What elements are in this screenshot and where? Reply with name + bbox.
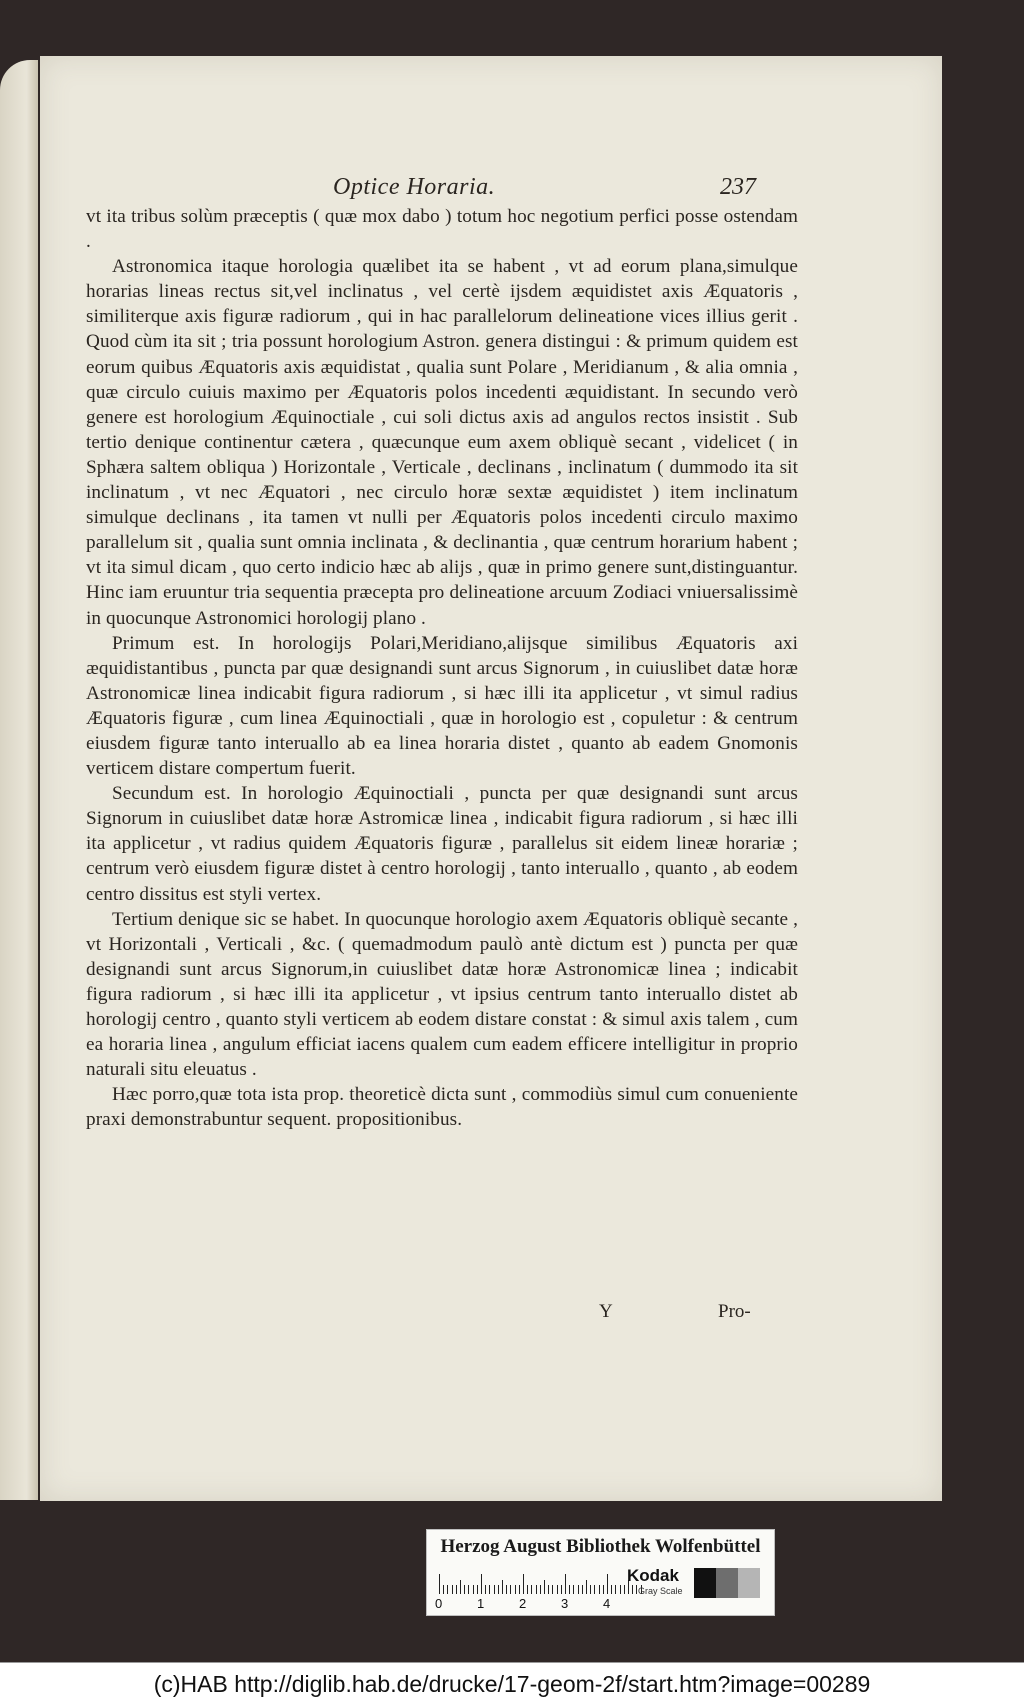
ruler-tick [456, 1585, 457, 1594]
ruler-tick [632, 1585, 633, 1594]
ruler-tick [557, 1585, 558, 1594]
ruler-number: 4 [603, 1596, 611, 1611]
ruler-tick [573, 1585, 574, 1594]
ruler-tick [443, 1585, 444, 1594]
ruler-tick [519, 1585, 520, 1594]
ruler-tick [624, 1585, 625, 1594]
ruler-tick [473, 1585, 474, 1594]
paragraph-continuation: vt ita tribus solùm præceptis ( quæ mox dabo ) totum hoc negotium perfici posse ostendam . [86, 206, 798, 253]
paragraph-haec-porro: Hæc porro,quæ tota ista prop. theoreticè dicta sunt , commodiùs simul cum conueniente praxi demonstrabuntur sequent. propositionibus. [86, 1084, 798, 1131]
signature-mark: Y [599, 1301, 613, 1322]
previous-page-edge [0, 60, 38, 1500]
ruler-tick [544, 1580, 545, 1594]
running-head [86, 174, 798, 204]
ruler-tick [477, 1585, 478, 1594]
ruler-tick [468, 1585, 469, 1594]
ruler-tick [569, 1585, 570, 1594]
paragraph-primum: Primum est. In horologijs Polari,Meridiano,alijsque similibus Æquatoris axi æquidistantibus , puncta par quæ designandi sunt arcus Signorum , in cuiuslibet datæ horæ Astronomicæ linea indicabit figura radiorum , si hæc illi ita applicetur , vt simul radius Æquatoris figuræ , cum linea Æquinoctiali , quæ in horologio est , copuletur : & centrum eiusdem figuræ tanto interuallo ab ea linea horaria distet , quanto ab eadem Gnomonis verticem distare compertum fuerit. [86, 632, 798, 780]
ruler-tick [599, 1585, 600, 1594]
ruler-tick [502, 1580, 503, 1594]
color-calibration-card [426, 1529, 775, 1616]
paragraph-secundum: Secundum est. In horologio Æquinoctiali , puncta per quæ designandi sunt arcus Signorum in cuiuslibet datæ horæ Astromicæ linea , indicabit figura radiorum , si hæc illi ita applicetur , vt radius quidem Æquatoris figuræ , parallelus sit eidem lineæ horariæ ; centrum verò eiusdem figuræ distet à centro horologij , tanto interuallo , quanto , ab eodem centro dissitus est styli vertex. [86, 783, 798, 905]
running-title: Optice Horaria. [333, 174, 496, 200]
ruler-tick [481, 1574, 482, 1594]
ruler-tick [561, 1585, 562, 1594]
ruler-number: 2 [519, 1596, 527, 1611]
ruler-tick [603, 1585, 604, 1594]
library-name: Herzog August Bibliothek Wolfenbüttel [440, 1536, 761, 1557]
body-text [86, 204, 798, 1132]
page-number: 237 [720, 174, 756, 200]
ruler-numbers [427, 1596, 657, 1612]
copyright-url: (c)HAB http://diglib.hab.de/drucke/17-geom-2f/start.htm?image=00289 [153, 1671, 871, 1697]
ruler-number: 0 [435, 1596, 443, 1611]
ruler-tick [582, 1585, 583, 1594]
ruler-tick [452, 1585, 453, 1594]
ruler-tick [607, 1574, 608, 1594]
ruler-tick [494, 1585, 495, 1594]
grayscale-label: Gray Scale [638, 1586, 683, 1596]
catchword: Pro- [718, 1301, 751, 1322]
ruler-tick [594, 1585, 595, 1594]
ruler-tick [489, 1585, 490, 1594]
ruler-tick [460, 1580, 461, 1594]
ruler-tick [565, 1574, 566, 1594]
ruler-number: 3 [561, 1596, 569, 1611]
paragraph-astronomica: Astronomica itaque horologia quælibet ita se habent , vt ad eorum plana,simulque horarias lineas rectus sit,vel inclinatus , vel certè ijsdem æquidistet axis Æquatoris , similiterque axis figuræ radiorum , qui in hac parallelorum delineatione vices illius gerit . Quod cùm ita sit ; tria possunt horologium Astron. genera distingui : & primum quidem est eorum quibus Æquatoris axis æquidistat , qualia sunt Polare , Meridianum , & alia omnia , quæ circulo cuiuis maximo per Æquatoris polos incedenti æquidistant. In secundo verò genere est horologium Æquinoctiale , cui soli dictus axis ad angulos rectos insistit . Sub tertio denique continentur cætera , quæcunque eum axem obliquè secant , videlicet ( in Sphæra saltem obliqua ) Horizontale , Verticale , declinans , inclinatum ( dummodo ita sit inclinatum , vt nec Æquatori , nec circulo horæ sextæ æquidistet ) item inclinatum simulque declinans , ita tamen vt nulli per Æquatoris polos incedenti circulo maximo parallelum sit , qualia sunt omnia inclinata , & declinantia , quæ centrum horarium habent ; vt ita simul dicam , quo certo indicio hæc ab alijs , quæ in primo genere sunt,distinguantur. Hinc iam eruuntur tria sequentia præcepta pro delineatione arcuum Zodiaci vniuersalissimè in quocunque Astronomici horologij plano . [86, 256, 798, 629]
footer-bar [0, 1662, 1024, 1706]
ruler-tick [439, 1574, 440, 1594]
ruler-tick [510, 1585, 511, 1594]
gray-patch-black [694, 1568, 716, 1598]
ruler-tick [447, 1585, 448, 1594]
ruler-tick [548, 1585, 549, 1594]
paragraph-tertium: Tertium denique sic se habet. In quocunque horologio axem Æquatoris obliquè secante , vt Horizontali , Verticali , &c. ( quemadmodum paulò antè dictum est ) puncta per quæ designandi sunt arcus Signorum,in cuiuslibet datæ horæ Astronomicæ linea ; indicabit figura radiorum , si hæc illi ita applicetur , vt ipsius centrum tanto interuallo distet ab horologij centro , quanto styli verticem ab eodem distare constat : & simul axis talem , cum ea horaria linea , angulum efficiat iacens qualem cum eadem efficere intelligitur in proprio naturali situ eleuatus . [86, 908, 798, 1081]
ruler-tick [515, 1585, 516, 1594]
ruler-tick [611, 1585, 612, 1594]
ruler-tick [523, 1574, 524, 1594]
ruler-tick [464, 1585, 465, 1594]
ruler-tick [615, 1585, 616, 1594]
book-page [40, 56, 942, 1501]
kodak-logo: Kodak [627, 1566, 679, 1585]
ruler-tick [536, 1585, 537, 1594]
gray-patch-mid [716, 1568, 738, 1598]
ruler-tick [506, 1585, 507, 1594]
ruler-tick [590, 1585, 591, 1594]
ruler-tick [586, 1580, 587, 1594]
ruler-tick [485, 1585, 486, 1594]
ruler-tick [527, 1585, 528, 1594]
ruler-tick [498, 1585, 499, 1594]
ruler-tick [578, 1585, 579, 1594]
ruler-tick [531, 1585, 532, 1594]
ruler-number: 1 [477, 1596, 485, 1611]
ruler-scale [435, 1568, 645, 1594]
ruler-tick [552, 1585, 553, 1594]
gray-patch-light [738, 1568, 760, 1598]
ruler-tick [620, 1585, 621, 1594]
ruler-tick [540, 1585, 541, 1594]
